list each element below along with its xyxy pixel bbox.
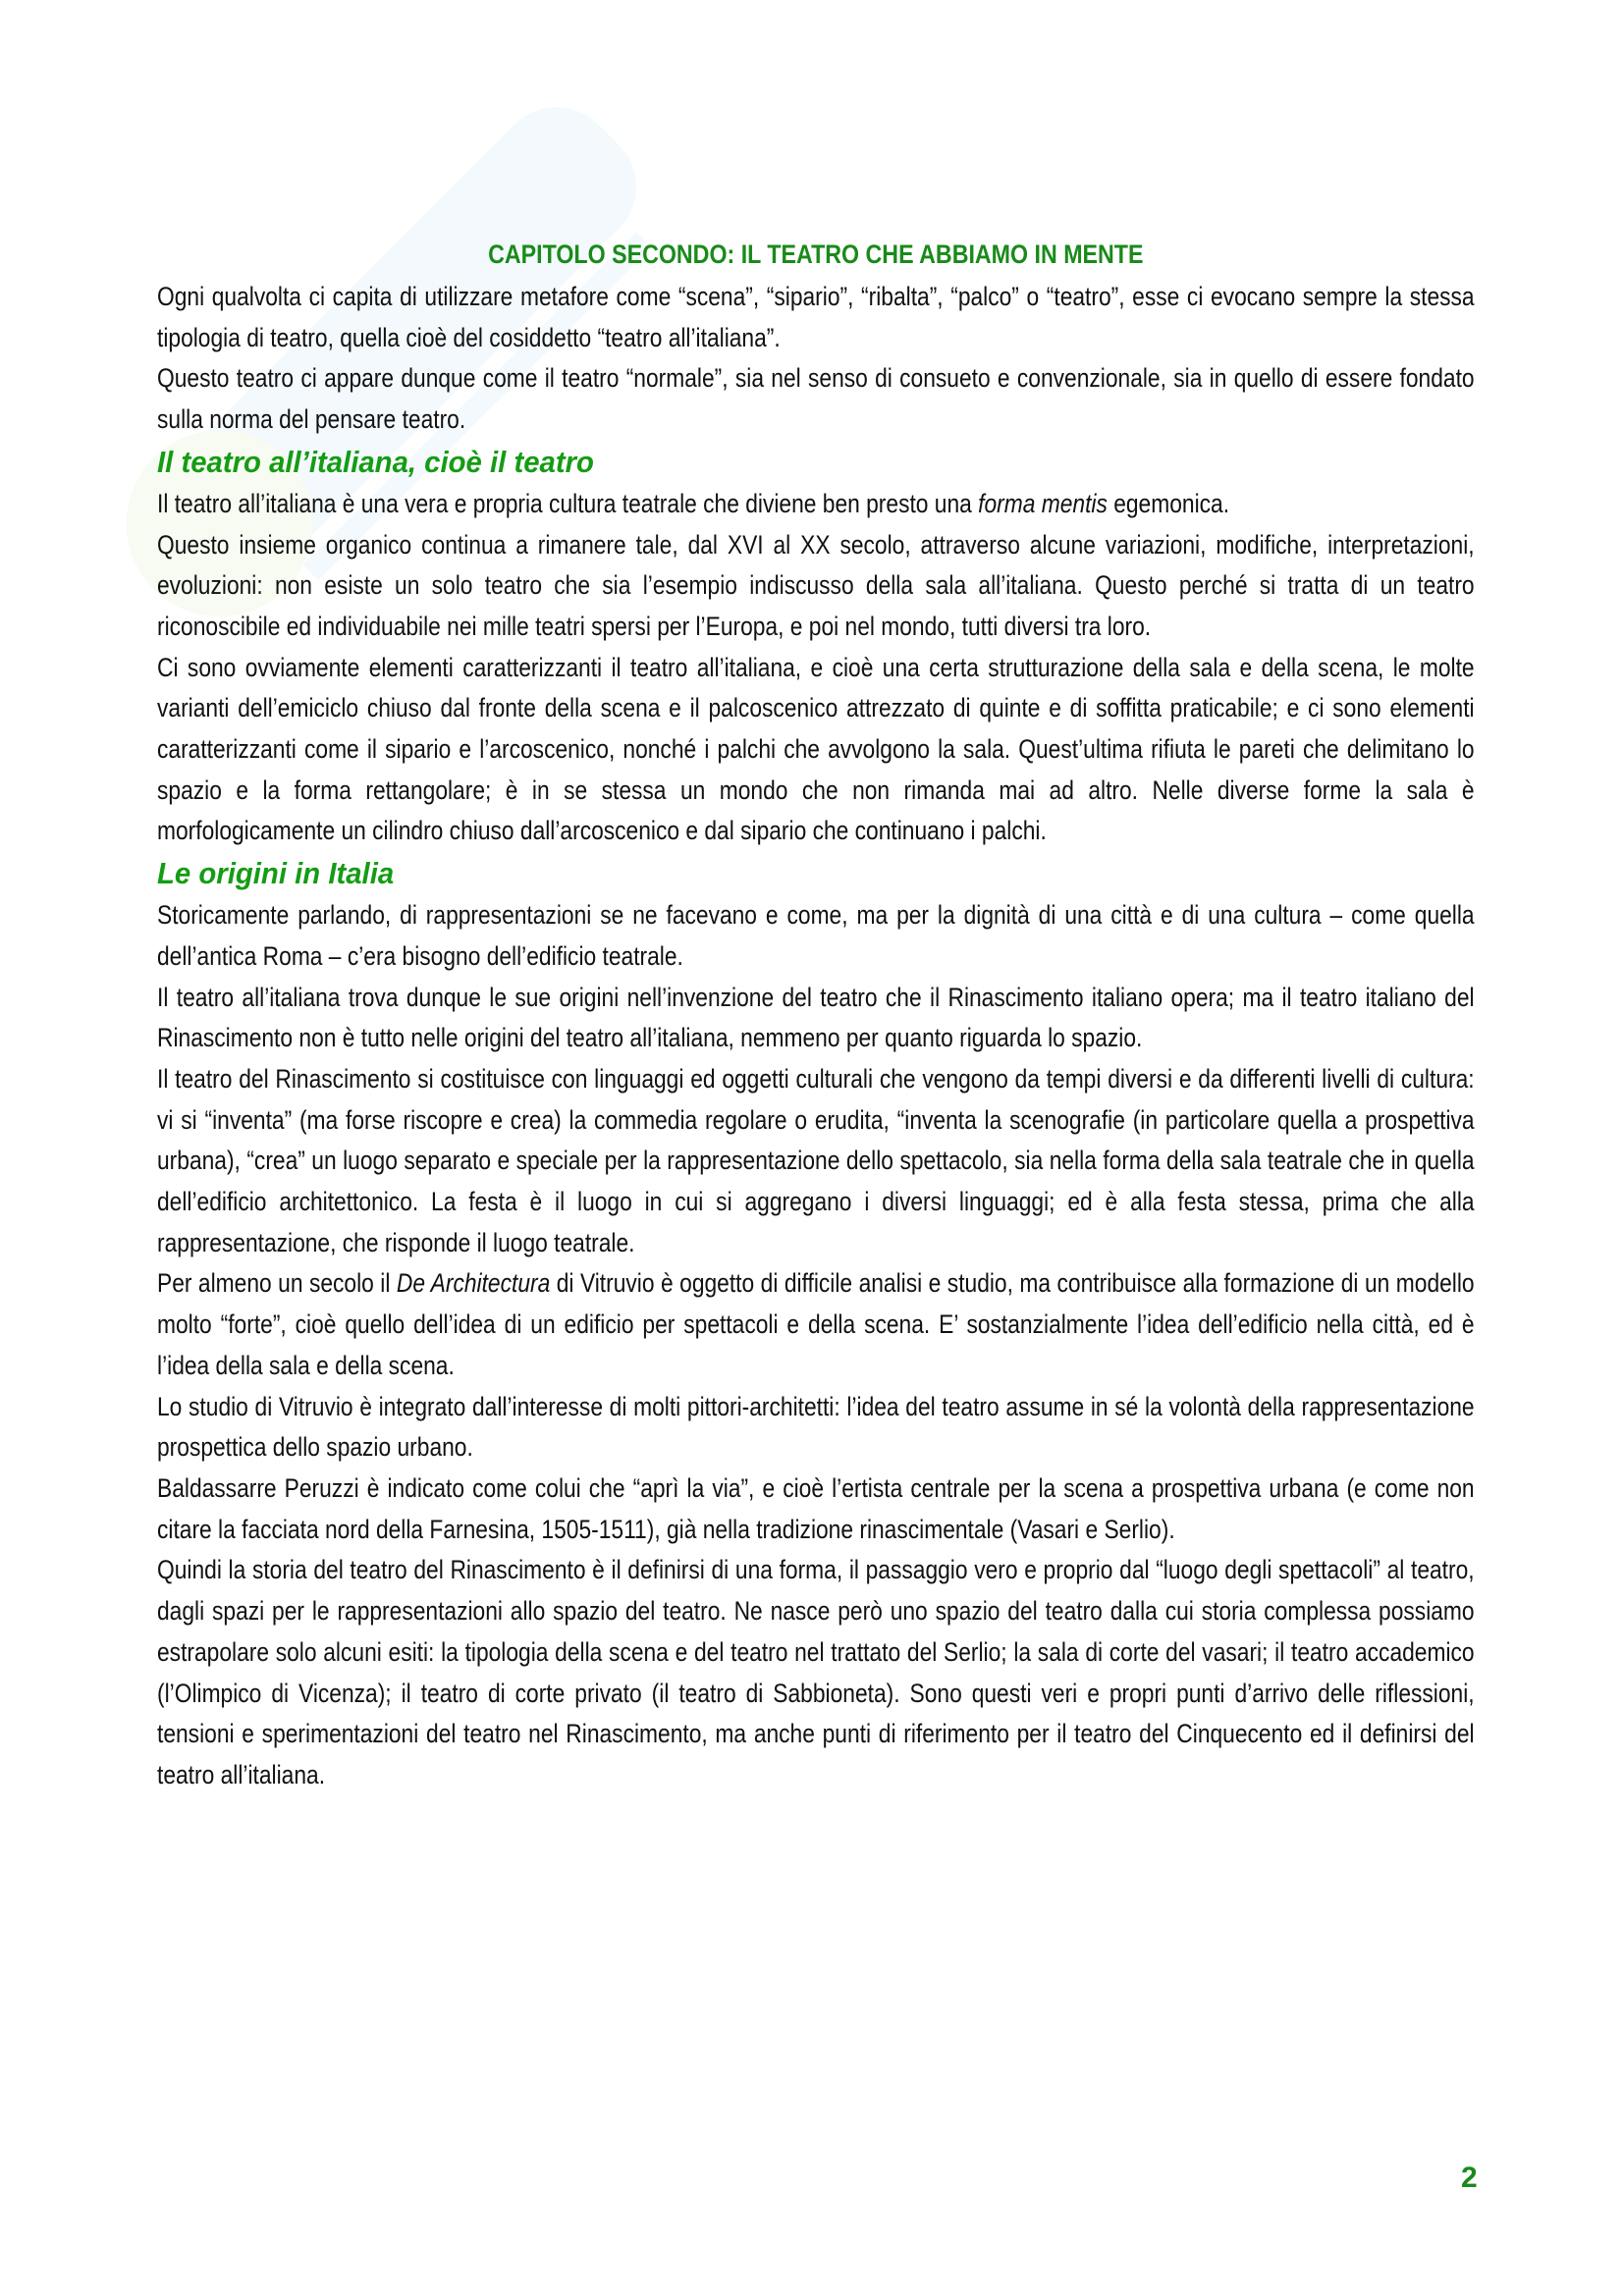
document-page <box>157 232 1475 1796</box>
paragraph: Quindi la storia del teatro del Rinascimento è il definirsi di una forma, il passaggio vero e proprio dal “luogo degli spettacoli” al teatro, dagli spazi per le rappresentazioni allo spazio del teatro. Ne nasce però uno spazio del teatro dalla cui storia complessa possiamo estrapolare solo alcuni esiti: la tipologia della scena e del teatro nel trattato del Serlio; la sala di corte del vasari; il teatro accademico (l’Olimpico di Vicenza); il teatro di corte privato (il teatro di Sabbioneta). Sono questi veri e propri punti d’arrivo delle riflessioni, tensioni e sperimentazioni del teatro nel Rinascimento, ma anche punti di riferimento per il teatro del Cinquecento ed il definirsi del teatro all’italiana. <box>157 1555 1475 1789</box>
page-number: 2 <box>1461 2162 1478 2194</box>
paragraph: Per almeno un secolo il De Architectura di Vitruvio è oggetto di difficile analisi e studio, ma contribuisce alla formazione di un modello molto “forte”, cioè quello dell’idea di un edificio per spettacoli e della scena. E’ sostanzialmente l’idea dell’edificio nella città, ed è l’idea della sala e della scena. <box>157 1268 1475 1380</box>
paragraph: Questo insieme organico continua a rimanere tale, dal XVI al XX secolo, attraverso alcune variazioni, modifiche, interpretazioni, evoluzioni: non esiste un solo teatro che sia l’esempio indiscusso della sala all’italiana. Questo perché si tratta di un teatro riconoscibile ed individuabile nei mille teatri spersi per l’Europa, e poi nel mondo, tutti diversi tra loro. <box>157 529 1475 641</box>
section-heading: Le origini in Italia <box>157 856 395 891</box>
paragraph: Questo teatro ci appare dunque come il teatro “normale”, sia nel senso di consueto e convenzionale, sia in quello di essere fondato sulla norma del pensare teatro. <box>157 363 1475 435</box>
italic-title: De Architectura <box>396 1268 551 1299</box>
section-heading: Il teatro all’italiana, cioè il teatro <box>157 444 594 479</box>
paragraph: Il teatro all’italiana trova dunque le sue origini nell’invenzione del teatro che il Rinascimento italiano opera; ma il teatro italiano del Rinascimento non è tutto nelle origini del teatro all’italiana, nemmeno per quanto riguarda lo spazio. <box>157 982 1475 1053</box>
paragraph: Baldassarre Peruzzi è indicato come colui che “aprì la via”, e cioè l’ertista centrale per la scena a prospettiva urbana (e come non citare la facciata nord della Farnesina, 1505-1511), già nella tradizione rinascimentale (Vasari e Serlio). <box>157 1472 1475 1544</box>
paragraph: Il teatro all’italiana è una vera e propria cultura teatrale che diviene ben presto una forma mentis egemonica. <box>157 488 1230 518</box>
paragraph: Ci sono ovviamente elementi caratterizzanti il teatro all’italiana, e cioè una certa strutturazione della sala e della scena, le molte varianti dell’emiciclo chiuso dal fronte della scena e il palcoscenico attrezzato di quinte e di soffitta praticabile; e ci sono elementi caratterizzanti come il sipario e l’arcoscenico, nonché i palchi che avvolgono la sala. Quest’ultima rifiuta le pareti che delimitano lo spazio e la forma rettangolare; è in se stessa un mondo che non rimanda mai ad altro. Nelle diverse forme la sala è morfologicamente un cilindro chiuso dall’arcoscenico e dal sipario che continuano i palchi. <box>157 652 1475 846</box>
paragraph: Storicamente parlando, di rappresentazioni se ne facevano e come, ma per la dignità di una città e di una cultura – come quella dell’antica Roma – c’era bisogno dell’edificio teatrale. <box>157 900 1475 971</box>
paragraph: Il teatro del Rinascimento si costituisce con linguaggi ed oggetti culturali che vengono da tempi diversi e da differenti livelli di cultura: vi si “inventa” (ma forse riscopre e crea) la commedia regolare o erudita, “inventa la scenografie (in particolare quella a prospettiva urbana), “crea” un luogo separato e speciale per la rappresentazione dello spettacolo, sia nella forma della sala teatrale che in quella dell’edificio architettonico. La festa è il luogo in cui si aggregano i diversi linguaggi; ed è alla festa stessa, prima che alla rappresentazione, che risponde il luogo teatrale. <box>157 1063 1475 1257</box>
paragraph: Lo studio di Vitruvio è integrato dall’interesse di molti pittori-architetti: l’idea del teatro assume in sé la volontà della rappresentazione prospettica dello spazio urbano. <box>157 1391 1475 1463</box>
chapter-title: CAPITOLO SECONDO: IL TEATRO CHE ABBIAMO IN MENTE <box>488 240 1144 269</box>
paragraph: Ogni qualvolta ci capita di utilizzare metafore come “scena”, “sipario”, “ribalta”, “palco” o “teatro”, esse ci evocano sempre la stessa tipologia di teatro, quella cioè del cosiddetto “teatro all’italiana”. <box>157 282 1475 352</box>
italic-term: forma mentis <box>978 488 1108 518</box>
